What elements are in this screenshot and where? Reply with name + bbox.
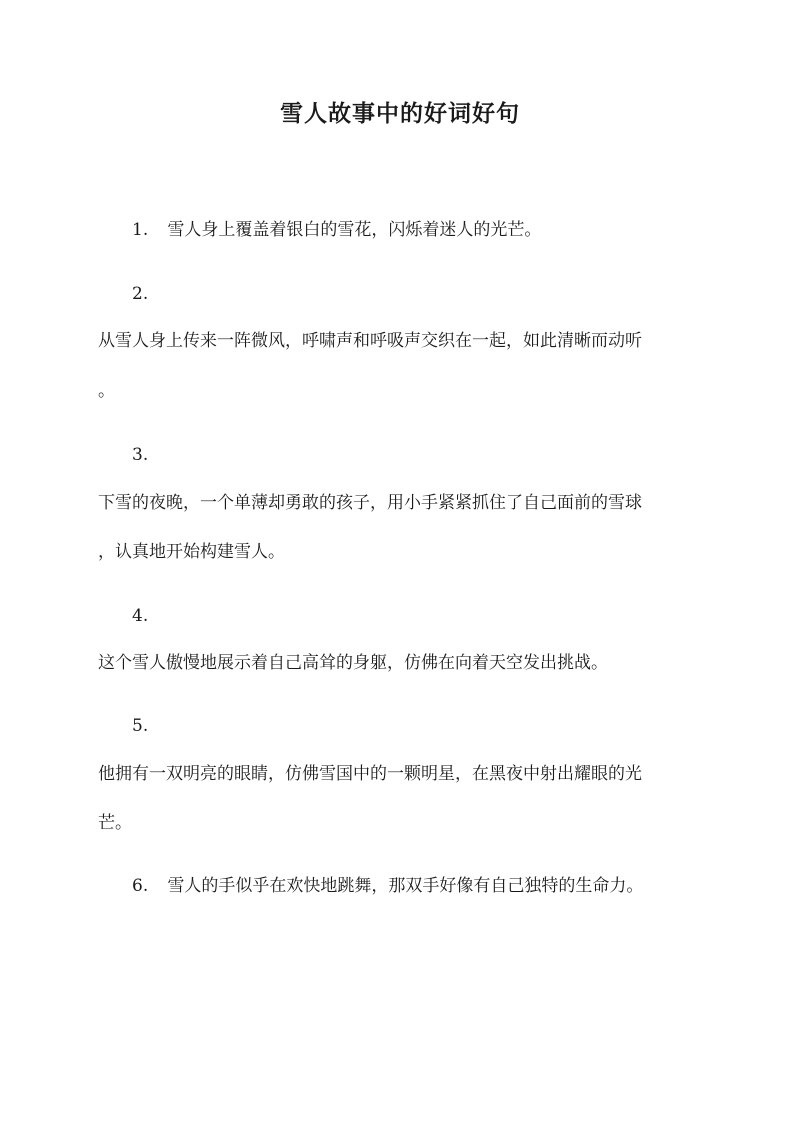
item-text: 雪人的手似乎在欢快地跳舞，那双手好像有自己独特的生命力。 [167,876,644,896]
list-item-3-line-2: ，认真地开始构建雪人。 [98,542,285,562]
list-item-5-line-1: 他拥有一双明亮的眼睛，仿佛雪国中的一颗明星，在黑夜中射出耀眼的光 [98,764,642,784]
list-item-2-line-1: 从雪人身上传来一阵微风，呼啸声和呼吸声交织在一起，如此清晰而动听 [98,331,642,351]
list-item-3-number: 3. [132,445,149,465]
document-title: 雪人故事中的好词好句 [280,100,520,127]
item-number: 6. [132,876,149,896]
item-number: 1. [132,220,149,240]
list-item-1 [132,217,541,243]
item-text: 雪人身上覆盖着银白的雪花，闪烁着迷人的光芒。 [167,220,542,240]
list-item-5-line-2: 芒。 [98,813,132,833]
list-item-3-line-1: 下雪的夜晚，一个单薄却勇敢的孩子，用小手紧紧抓住了自己面前的雪球 [98,493,642,513]
list-item-6 [132,873,643,899]
list-item-5-number: 5. [132,716,149,736]
list-item-4-line-1: 这个雪人傲慢地展示着自己高耸的身躯，仿佛在向着天空发出挑战。 [98,653,608,673]
list-item-2-number: 2. [132,284,149,304]
list-item-2-line-2: 。 [98,381,115,401]
list-item-4-number: 4. [132,606,149,626]
